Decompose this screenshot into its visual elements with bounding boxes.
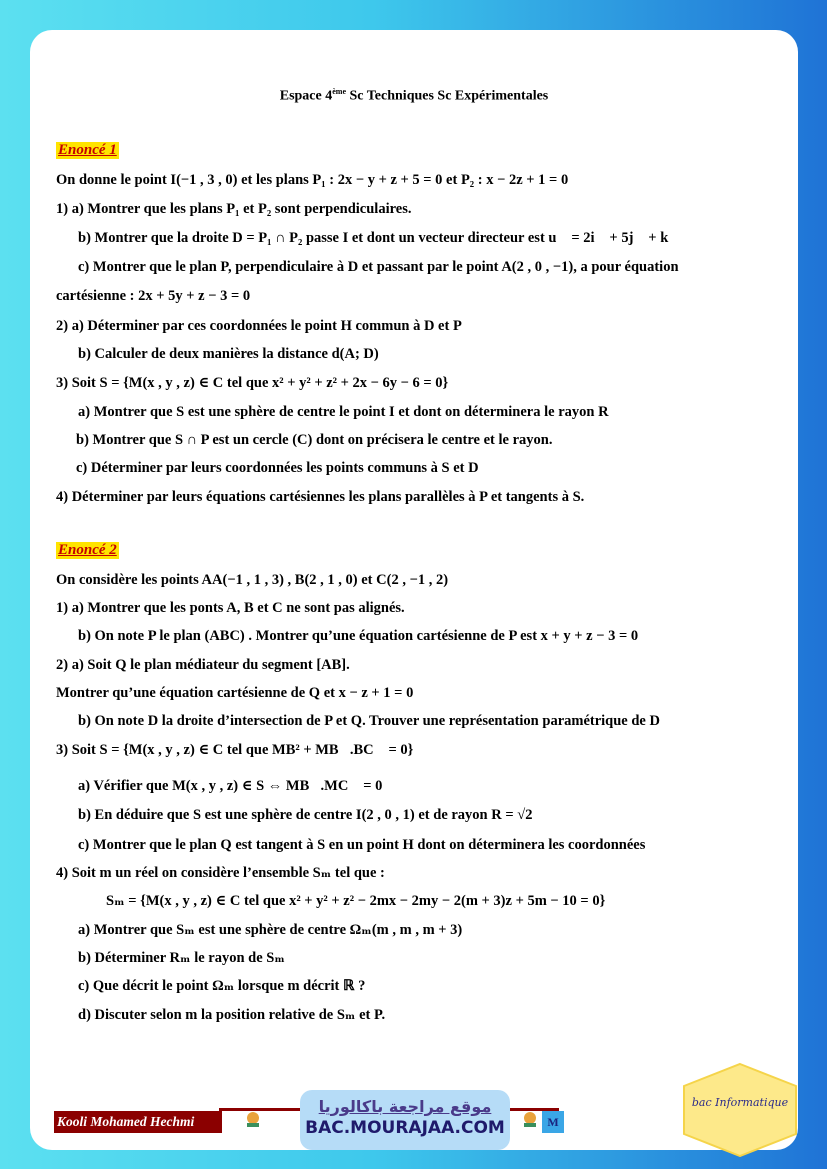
enonce-2-line: c) Montrer que le plan Q est tangent à S en un point H dont on déterminera les coordonnées	[78, 837, 646, 853]
enonce-2-line: 3) Soit S = {M(x , y , z) ∈ C tel que MB² + MB⃗.BC⃗ = 0}	[56, 742, 414, 758]
enonce-1-line: 2) a) Déterminer par ces coordonnées le point H commun à D et P	[56, 318, 462, 334]
enonce-2-line: d) Discuter selon m la position relative de Sₘ et P.	[78, 1007, 386, 1023]
enonce-1-line: b) Calculer de deux manières la distance d(A; D)	[78, 346, 379, 362]
enonce-2-line: On considère les points AA(−1 , 1 , 3) , B(2 , 1 , 0) et C(2 , −1 , 2)	[56, 572, 449, 588]
enonce-2-line: 4) Soit m un réel on considère l’ensemble Sₘ tel que :	[56, 865, 385, 881]
enonce-2-line: 1) a) Montrer que les ponts A, B et C ne sont pas alignés.	[56, 600, 405, 616]
enonce-1-line: c) Montrer que le plan P, perpendiculaire à D et passant par le point A(2 , 0 , −1), a pour équation	[78, 259, 679, 275]
school-logo-icon	[245, 1111, 261, 1129]
enonce-1-line: b) Montrer que S ∩ P est un cercle (C) dont on précisera le centre et le rayon.	[76, 432, 553, 448]
enonce-2-line: a) Vérifier que M(x , y , z) ∈ S ⇔ MB⃗.MC⃗ = 0	[78, 778, 383, 794]
enonce-2-heading: Enoncé 2	[58, 542, 117, 558]
enonce-2-line: b) On note D la droite d’intersection de P et Q. Trouver une représentation paramétrique de D	[78, 713, 660, 729]
enonce-1-line: a) Montrer que S est une sphère de centre le point I et dont on déterminera le rayon R	[78, 404, 609, 420]
enonce-1-line: On donne le point I(−1 , 3 , 0) et les plans P₁ : 2x − y + z + 5 = 0 et P₂ : x − 2z + 1 = 0	[56, 172, 569, 188]
enonce-2-line: b) Déterminer Rₘ le rayon de Sₘ	[78, 950, 285, 966]
enonce-1-line: 4) Déterminer par leurs équations cartésiennes les plans parallèles à P et tangents à S.	[56, 489, 585, 505]
footer-author: Kooli Mohamed Hechmi	[54, 1111, 222, 1133]
school-logo-icon	[522, 1111, 538, 1129]
enonce-2-line: 2) a) Soit Q le plan médiateur du segment [AB].	[56, 657, 350, 673]
enonce-2-line: b) En déduire que S est une sphère de centre I(2 , 0 , 1) et de rayon R = √2	[78, 807, 533, 823]
enonce-1-line: cartésienne : 2x + 5y + z − 3 = 0	[56, 288, 251, 304]
enonce-1-line: 1) a) Montrer que les plans P₁ et P₂ sont perpendiculaires.	[56, 201, 412, 217]
footer-mark: M	[542, 1111, 564, 1133]
enonce-2-line: Montrer qu’une équation cartésienne de Q et x − z + 1 = 0	[56, 685, 414, 701]
badge-arabic-text: موقع مراجعة باكالوريا	[318, 1097, 492, 1116]
badge-url[interactable]: BAC.MOURAJAA.COM	[305, 1118, 505, 1138]
logo-text: bac Informatique	[691, 1096, 789, 1109]
enonce-1-line: b) Montrer que la droite D = P₁ ∩ P₂ passe I et dont un vecteur directeur est u⃗ = 2i⃗ + 5j⃗ + k⃗	[78, 230, 680, 246]
page-title: Espace 4ème Sc Techniques Sc Expérimentales	[279, 87, 549, 104]
enonce-2-line: b) On note P le plan (ABC) . Montrer qu’une équation cartésienne de P est x + y + z − 3 = 0	[78, 628, 639, 644]
enonce-2-line: Sₘ = {M(x , y , z) ∈ C tel que x² + y² + z² − 2mx − 2my − 2(m + 3)z + 5m − 10 = 0}	[106, 893, 606, 909]
enonce-1-line: c) Déterminer par leurs coordonnées les points communs à S et D	[76, 460, 479, 476]
site-badge[interactable]	[300, 1090, 510, 1150]
enonce-1-heading: Enoncé 1	[58, 142, 117, 158]
bac-informatique-logo	[678, 1062, 803, 1157]
document-page	[30, 30, 798, 1150]
enonce-2-line: c) Que décrit le point Ωₘ lorsque m décrit ℝ ?	[78, 978, 366, 994]
enonce-2-line: a) Montrer que Sₘ est une sphère de centre Ωₘ(m , m , m + 3)	[78, 922, 463, 938]
enonce-1-line: 3) Soit S = {M(x , y , z) ∈ C tel que x² + y² + z² + 2x − 6y − 6 = 0}	[56, 375, 449, 391]
hexagon-logo-icon	[678, 1062, 803, 1157]
